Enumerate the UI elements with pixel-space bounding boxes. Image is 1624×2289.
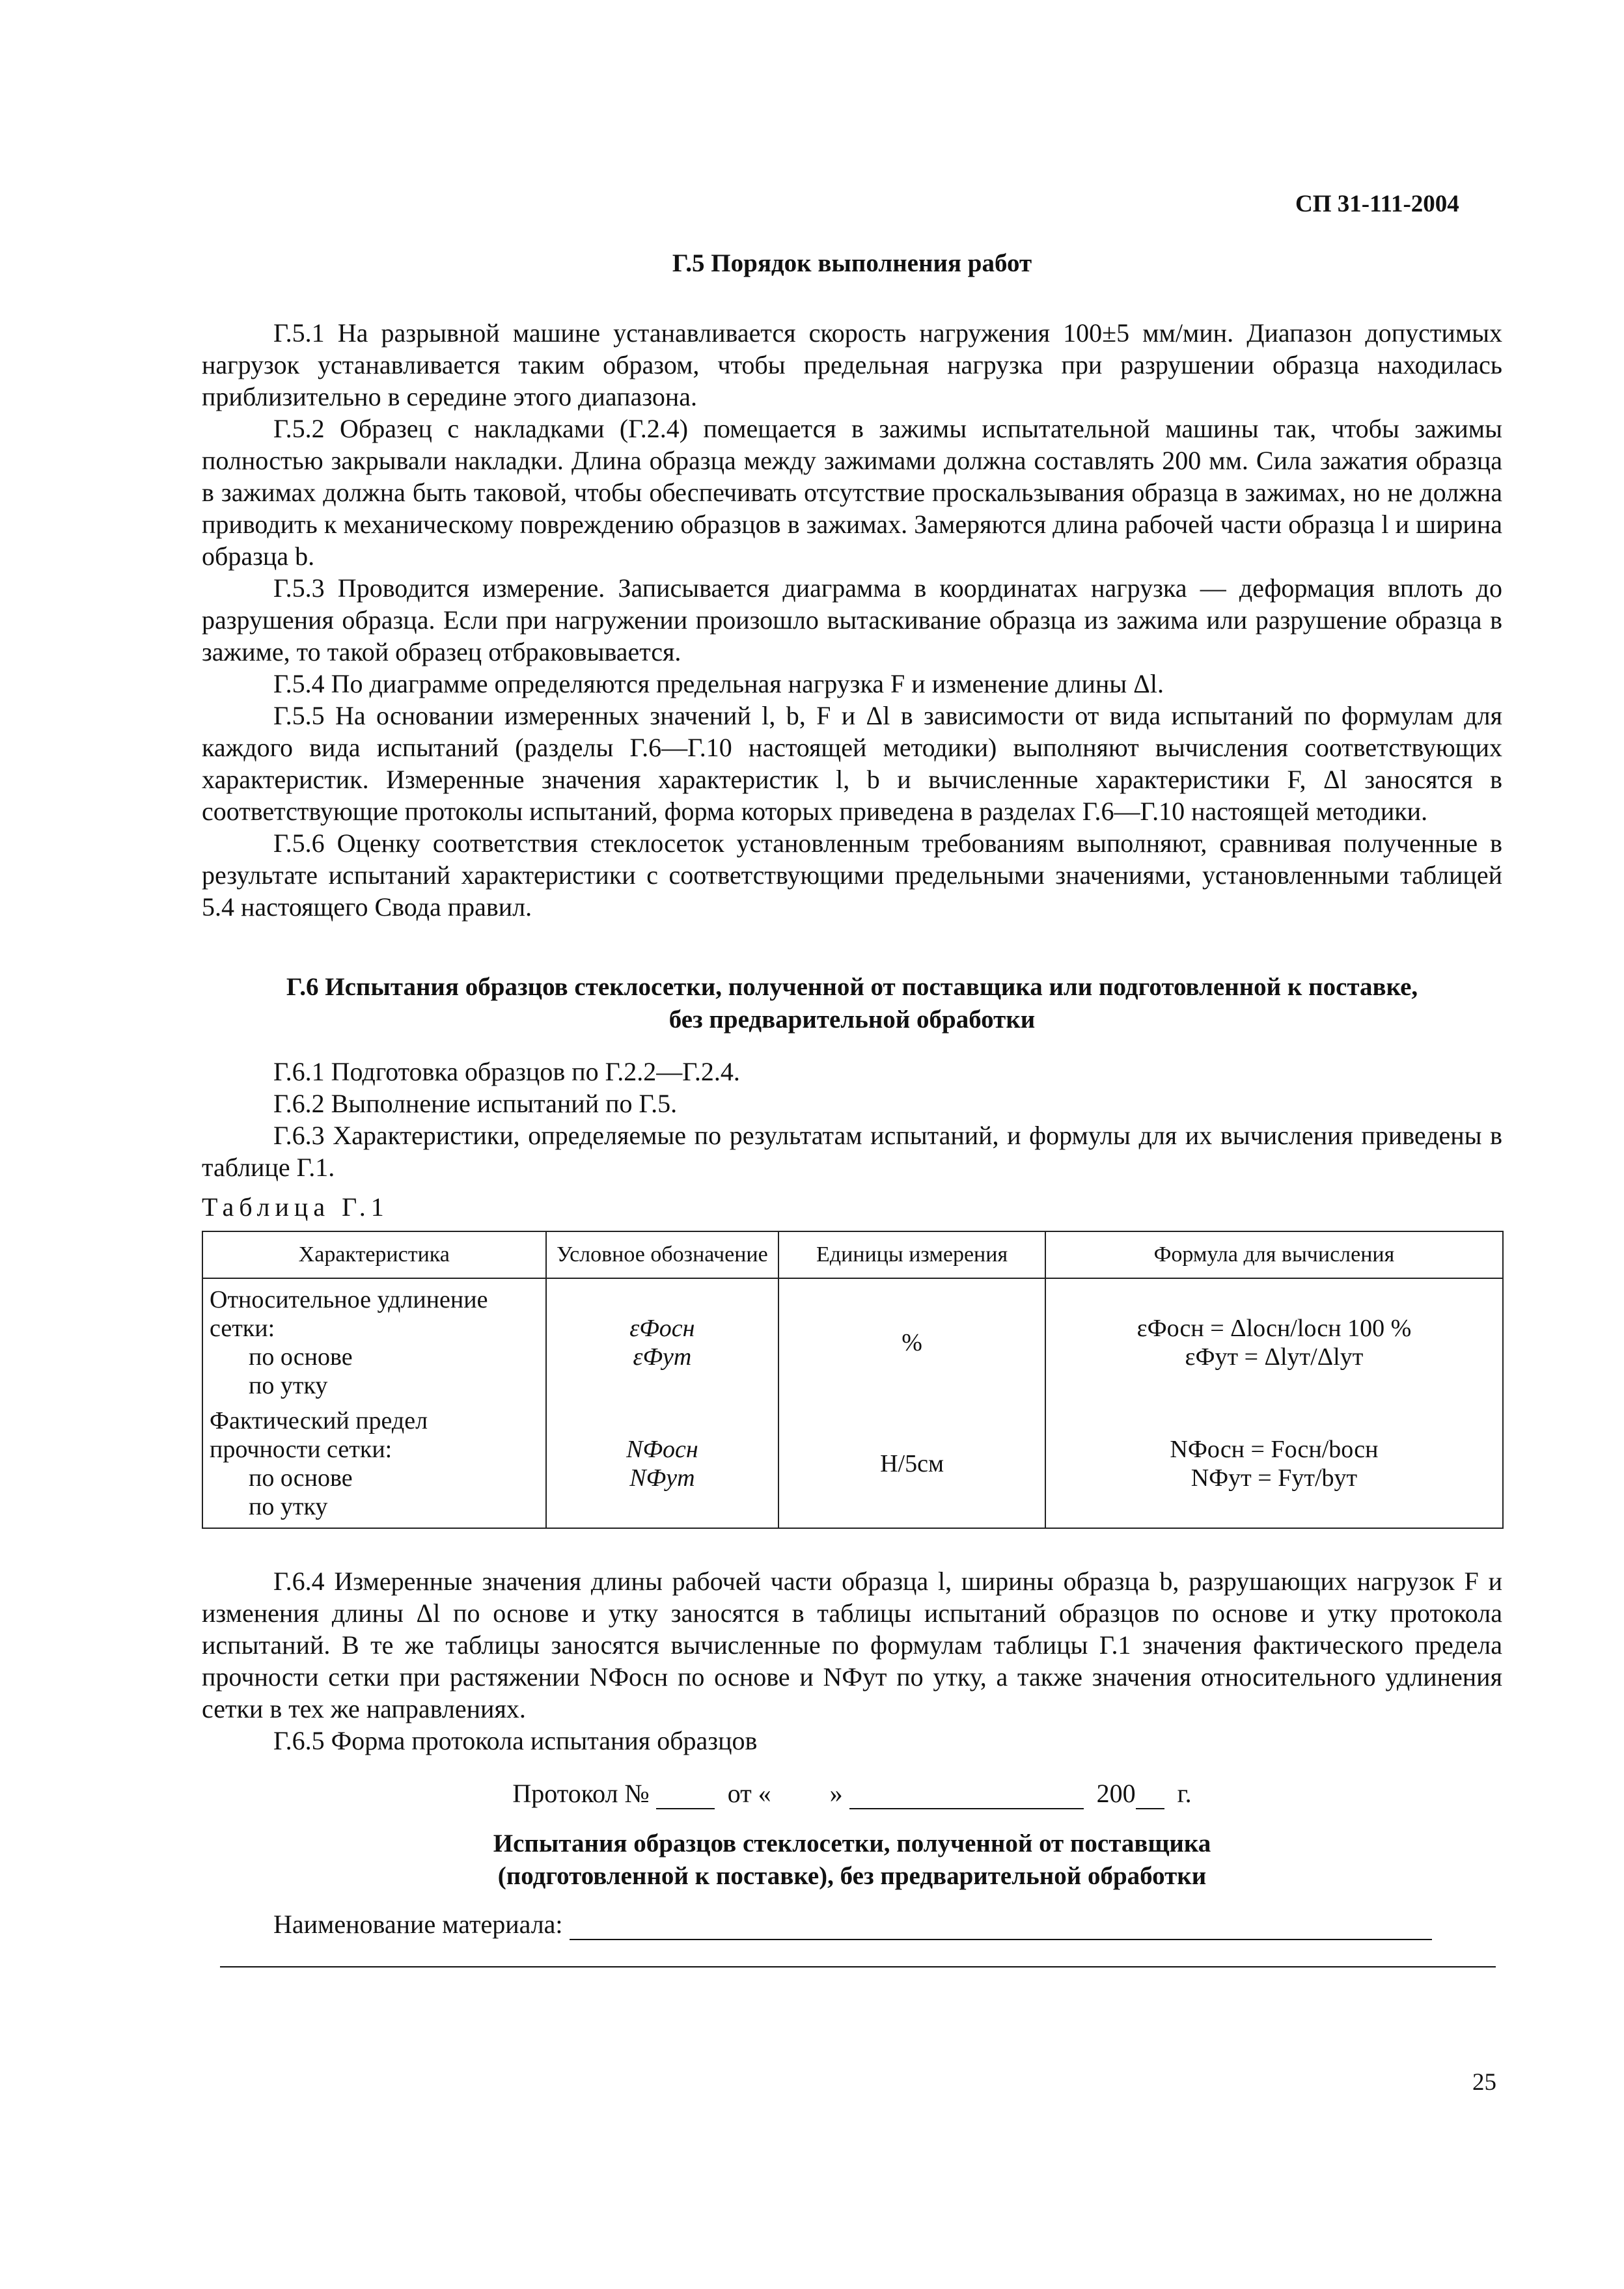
table-row bbox=[202, 1278, 1503, 1400]
group2-formula1: NФосн = Fосн/bосн bbox=[1170, 1436, 1379, 1463]
protocol-title bbox=[202, 1828, 1502, 1893]
table-cell bbox=[1045, 1278, 1503, 1400]
section-g6-title bbox=[202, 971, 1502, 1036]
table-cell bbox=[778, 1400, 1045, 1528]
section-g5-title: Г.5 Порядок выполнения работ bbox=[672, 249, 1032, 277]
paragraph-g5-4: Г.5.4 По диаграмме определяются предельная нагрузка F и изменение длины Δl. bbox=[273, 669, 1164, 698]
paragraph-g6-2: Г.6.2 Выполнение испытаний по Г.5. bbox=[273, 1089, 678, 1118]
header-characteristic: Характеристика bbox=[202, 1231, 546, 1278]
table-cell bbox=[202, 1278, 546, 1400]
material-label: Наименование материала: bbox=[273, 1910, 563, 1939]
paragraph-g6-4: Г.6.4 Измеренные значения длины рабочей части образца l, ширины образца b, разрушающих нагрузок F и изменения длины Δl по основе и утку заносятся в таблицы испытаний образцов по основе и утку протокола испытаний. В те же таблицы заносятся вычисленные по формулам таблицы Г.1 значения фактического предела прочности сетки при растяжении NФосн по основе и NФут по утку, а также значения относительного удлинения сетки в тех же направлениях. bbox=[202, 1567, 1502, 1723]
protocol-title-line2: (подготовленной к поставке), без предварительной обработки bbox=[497, 1862, 1207, 1890]
group1-name: Относительное удлинение сетки: bbox=[210, 1286, 488, 1342]
group2-symbol1: NФосн bbox=[626, 1436, 698, 1463]
header-symbol: Условное обозначение bbox=[546, 1231, 779, 1278]
table-header-row bbox=[202, 1231, 1503, 1278]
paragraph-g5-3: Г.5.3 Проводится измерение. Записывается диаграмма в координатах нагрузка — деформация вплоть до разрушения образца. Если при нагружении произошло вытаскивание образца из зажима или разрушение образца в зажиме, то такой образец отбраковывается. bbox=[202, 573, 1502, 666]
header-formula: Формула для вычисления bbox=[1045, 1231, 1503, 1278]
group2-row1-label: по основе bbox=[249, 1464, 353, 1492]
page-content bbox=[202, 247, 1502, 1967]
page-number: 25 bbox=[1472, 2069, 1496, 2096]
protocol-title-line1: Испытания образцов стеклосетки, полученной от поставщика bbox=[493, 1830, 1211, 1857]
table-cell bbox=[202, 1400, 546, 1528]
protocol-label: Протокол № bbox=[512, 1779, 650, 1808]
group1-symbol1: εФосн bbox=[629, 1315, 695, 1342]
paragraph-g6-5: Г.6.5 Форма протокола испытания образцов bbox=[273, 1726, 758, 1755]
table-cell bbox=[1045, 1400, 1503, 1528]
group1-row2-label: по утку bbox=[249, 1372, 328, 1399]
material-continuation-rule[interactable] bbox=[220, 1966, 1496, 1967]
protocol-close-quote: » bbox=[829, 1779, 843, 1808]
header-units: Единицы измерения bbox=[778, 1231, 1045, 1278]
group1-row1-label: по основе bbox=[249, 1343, 353, 1371]
protocol-line bbox=[202, 1777, 1502, 1809]
paragraph-g6-1: Г.6.1 Подготовка образцов по Г.2.2—Г.2.4. bbox=[273, 1057, 740, 1086]
group2-row2-label: по утку bbox=[249, 1493, 328, 1520]
protocol-month-field[interactable] bbox=[849, 1785, 1084, 1809]
protocol-from: от « bbox=[727, 1779, 771, 1808]
document-code: СП 31-111-2004 bbox=[1295, 191, 1459, 217]
material-name-field[interactable] bbox=[570, 1915, 1432, 1940]
protocol-year-prefix: 200 bbox=[1096, 1779, 1136, 1808]
paragraph-g6-3: Г.6.3 Характеристики, определяемые по результатам испытаний, и формулы для их вычисления приведены в таблице Г.1. bbox=[202, 1121, 1502, 1182]
protocol-number-field[interactable] bbox=[656, 1785, 715, 1809]
group1-formula1: εФосн = Δlосн/lосн 100 % bbox=[1136, 1315, 1412, 1342]
group1-formula2: εФут = Δlут/Δlут bbox=[1185, 1343, 1364, 1371]
paragraph-g5-5: Г.5.5 На основании измеренных значений l, b, F и Δl в зависимости от вида испытаний по формулам для каждого вида испытаний (разделы Г.6—Г.10 настоящей методики) выполняют вычисления соответствующих характеристик. Измеренные значения характеристик l, b и вычисленные характеристики F, Δl заносятся в соответствующие протоколы испытаний, форма которых приведена в разделах Г.6—Г.10 настоящей методики. bbox=[202, 701, 1502, 826]
paragraph-g5-6: Г.5.6 Оценку соответствия стеклосеток установленным требованиям выполняют, сравнивая полученные в результате испытаний характеристики с соответствующими предельными значениями, установленными таблицей 5.4 настоящего Свода правил. bbox=[202, 829, 1502, 922]
group2-name: Фактический предел прочности сетки: bbox=[210, 1407, 428, 1463]
section-g6-title-line1: Г.6 Испытания образцов стеклосетки, полученной от поставщика или подготовленной к поставке, bbox=[286, 973, 1418, 1001]
table-cell bbox=[546, 1400, 779, 1528]
protocol-year-field[interactable] bbox=[1136, 1785, 1164, 1809]
group1-symbol2: εФут bbox=[633, 1343, 692, 1371]
table-caption: Таблица Г.1 bbox=[202, 1192, 389, 1222]
protocol-year-suffix: г. bbox=[1177, 1779, 1192, 1808]
paragraph-g5-1: Г.5.1 На разрывной машине устанавливается скорость нагружения 100±5 мм/мин. Диапазон допустимых нагрузок устанавливается таким образом, чтобы предельная нагрузка при разрушении образца находилась приблизительно в середине этого диапазона. bbox=[202, 318, 1502, 411]
section-g6-title-line2: без предварительной обработки bbox=[668, 1006, 1036, 1034]
paragraph-g5-2: Г.5.2 Образец с накладками (Г.2.4) помещается в зажимы испытательной машины так, чтобы зажимы полностью закрывали накладки. Длина образца между зажимами должна составлять 200 мм. Сила зажатия образца в зажимах должна быть таковой, чтобы обеспечивать отсутствие проскальзывания образца в зажимах, но не должна приводить к механическому повреждению образцов в зажимах. Замеряются длина рабочей части образца l и ширина образца b. bbox=[202, 414, 1502, 571]
table-cell bbox=[546, 1278, 779, 1400]
group2-unit: Н/5см bbox=[880, 1450, 944, 1477]
group2-formula2: NФут = Fут/bут bbox=[1190, 1464, 1358, 1492]
table-cell bbox=[778, 1278, 1045, 1400]
group2-symbol2: NФут bbox=[629, 1464, 695, 1492]
protocol-day-field[interactable] bbox=[778, 1786, 823, 1809]
material-line bbox=[273, 1908, 1502, 1940]
table-row bbox=[202, 1400, 1503, 1528]
characteristics-table bbox=[202, 1231, 1504, 1529]
group1-unit: % bbox=[901, 1329, 922, 1356]
